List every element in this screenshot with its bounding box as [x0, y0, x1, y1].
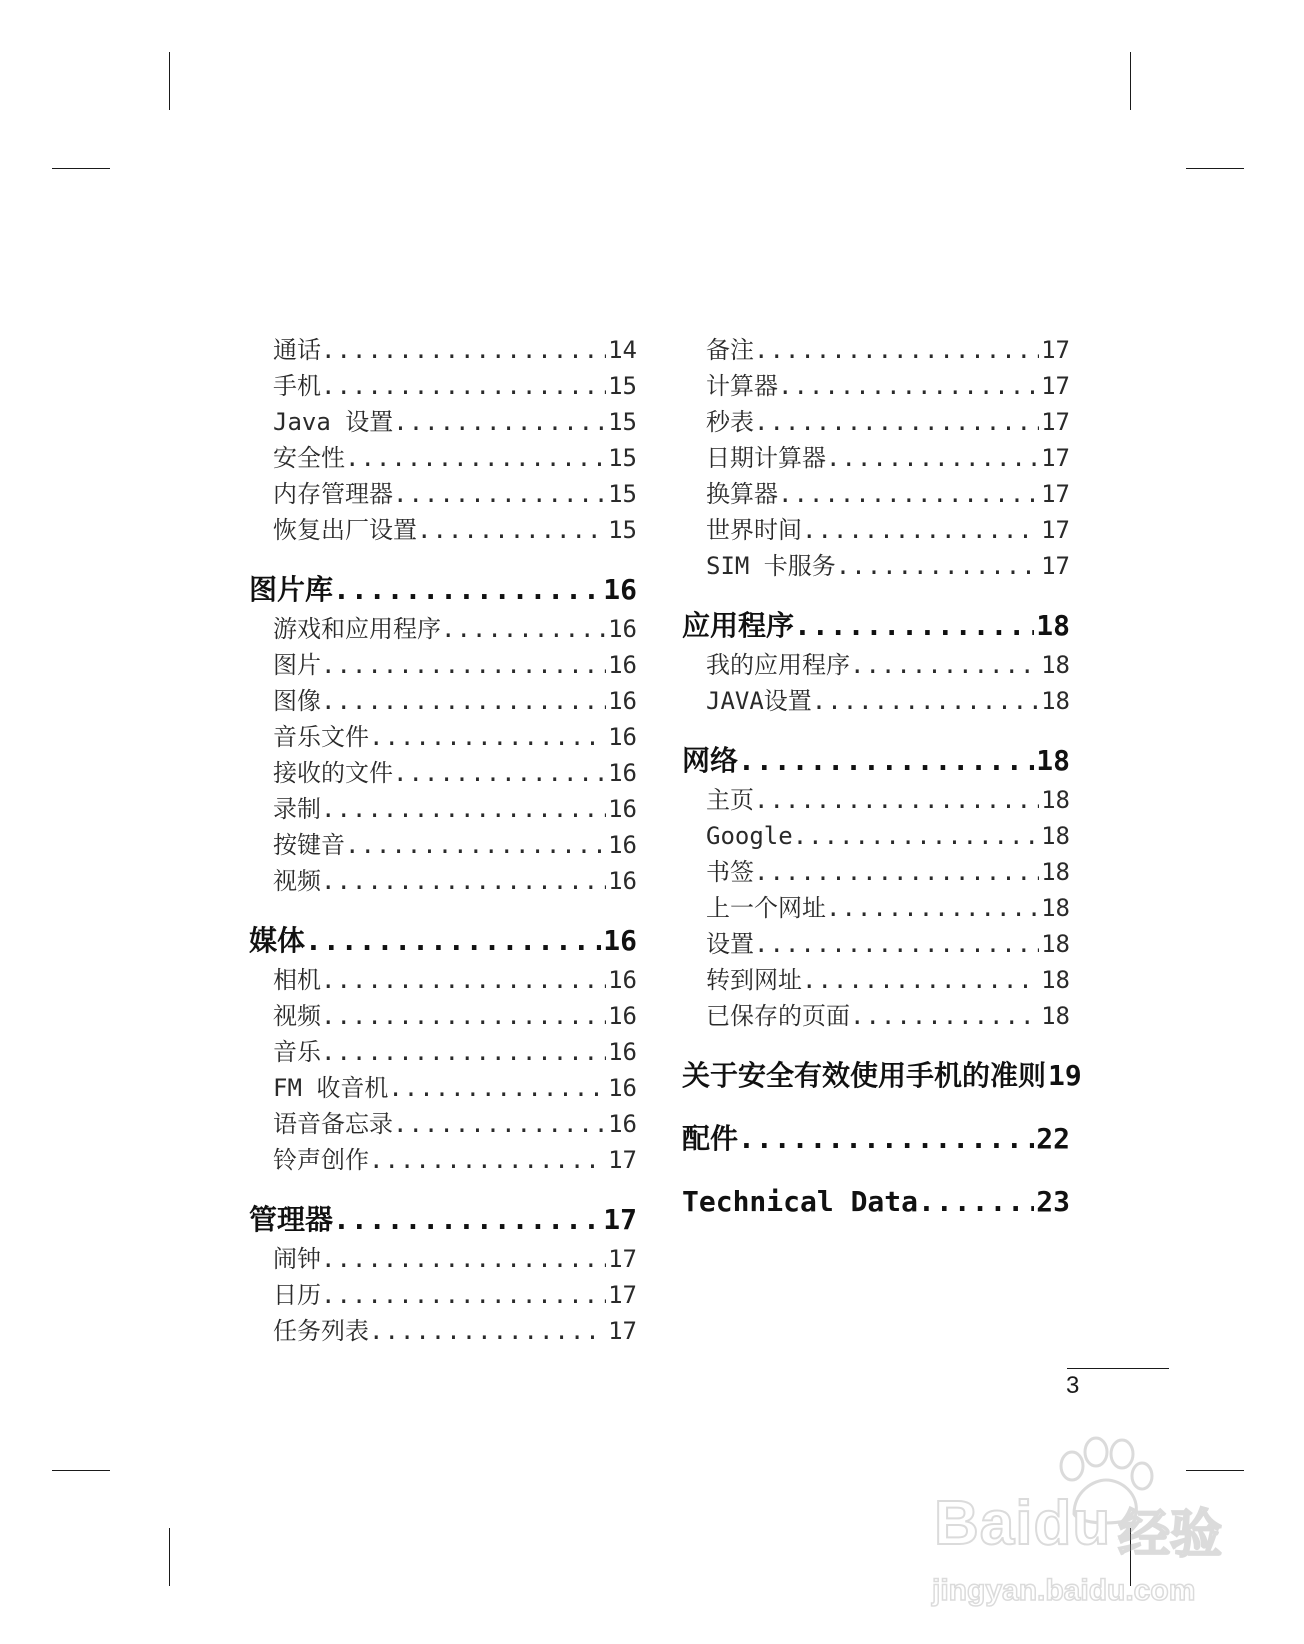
- toc-dot-leader: [305, 920, 601, 962]
- toc-entry-label: 日期计算器: [706, 444, 826, 472]
- toc-dot-leader: [321, 962, 606, 998]
- toc-dot-leader: [836, 548, 1039, 584]
- toc-entry-label: 备注: [706, 336, 754, 364]
- toc-entry-label: 秒表: [706, 408, 754, 436]
- toc-entry-label: 应用程序: [682, 609, 795, 642]
- toc-section-gap: [682, 1034, 1070, 1055]
- toc-entry-page: 17: [1041, 480, 1070, 508]
- toc-entry-label: Java 设置: [273, 408, 394, 436]
- toc-entry-label: 转到网址: [706, 966, 802, 994]
- toc-entry-page: 15: [608, 516, 637, 544]
- toc-entry-label: 设置: [706, 930, 754, 958]
- watermark-url: jingyan.baidu.com: [932, 1574, 1196, 1607]
- toc-dot-leader: [321, 1277, 606, 1313]
- toc-entry-page: 18: [1041, 858, 1070, 886]
- toc-section-gap: [249, 548, 637, 569]
- crop-mark-top-left-horizontal: [52, 168, 110, 169]
- toc-dot-leader: [321, 863, 606, 899]
- toc-chapter-entry: [682, 1181, 1070, 1223]
- toc-subentry: [682, 782, 1070, 818]
- toc-subentry: [682, 854, 1070, 890]
- crop-mark-top-left-vertical: [169, 52, 170, 110]
- toc-dot-leader: [802, 512, 1039, 548]
- toc-entry-page: 18: [1041, 822, 1070, 850]
- toc-entry-page: 19: [1048, 1059, 1082, 1092]
- toc-entry-page: 15: [608, 444, 637, 472]
- toc-entry-page: 16: [608, 723, 637, 751]
- toc-subentry: [249, 683, 637, 719]
- toc-entry-label: 世界时间: [706, 516, 802, 544]
- toc-subentry: [249, 863, 637, 899]
- toc-dot-leader: [826, 440, 1039, 476]
- toc-subentry: [682, 683, 1070, 719]
- toc-entry-page: 16: [603, 573, 637, 606]
- toc-entry-page: 17: [1041, 516, 1070, 544]
- toc-section-gap: [682, 1160, 1070, 1181]
- toc-subentry: [249, 611, 637, 647]
- toc-entry-page: 16: [608, 651, 637, 679]
- toc-dot-leader: [393, 1106, 606, 1142]
- toc-entry-page: 17: [603, 1203, 637, 1236]
- toc-entry-label: 按键音: [273, 831, 345, 859]
- toc-entry-label: 计算器: [706, 372, 778, 400]
- toc-subentry: [682, 548, 1070, 584]
- toc-dot-leader: [321, 791, 606, 827]
- toc-dot-leader: [321, 368, 606, 404]
- toc-entry-label: 游戏和应用程序: [273, 615, 441, 643]
- toc-entry-page: 16: [603, 924, 637, 957]
- toc-section-gap: [682, 584, 1070, 605]
- toc-subentry: [249, 1241, 637, 1277]
- toc-chapter-entry: [682, 740, 1070, 782]
- toc-entry-page: 16: [608, 1002, 637, 1030]
- crop-mark-top-right-horizontal: [1186, 168, 1244, 169]
- toc-dot-leader: [738, 740, 1034, 782]
- toc-subentry: [249, 1313, 637, 1349]
- toc-entry-page: 17: [608, 1146, 637, 1174]
- toc-entry-page: 16: [608, 867, 637, 895]
- toc-subentry: [249, 998, 637, 1034]
- toc-entry-label: 任务列表: [273, 1317, 369, 1345]
- toc-subentry: [682, 962, 1070, 998]
- toc-dot-leader: [754, 926, 1039, 962]
- toc-entry-label: 手机: [273, 372, 321, 400]
- toc-chapter-entry: [682, 1118, 1070, 1160]
- toc-section-gap: [682, 719, 1070, 740]
- toc-entry-label: 安全性: [273, 444, 345, 472]
- toc-subentry: [249, 1142, 637, 1178]
- toc-subentry: [249, 827, 637, 863]
- toc-entry-label: JAVA设置: [706, 687, 812, 715]
- toc-dot-leader: [794, 605, 1034, 647]
- toc-dot-leader: [754, 782, 1039, 818]
- toc-entry-label: 换算器: [706, 480, 778, 508]
- toc-entry-page: 17: [608, 1317, 637, 1345]
- toc-entry-page: 18: [1041, 651, 1070, 679]
- toc-dot-leader: [417, 512, 606, 548]
- toc-entry-page: 17: [1041, 336, 1070, 364]
- page-number: 3: [1066, 1372, 1080, 1399]
- toc-entry-page: 22: [1036, 1122, 1070, 1155]
- toc-entry-label: 媒体: [249, 924, 306, 957]
- toc-entry-label: 铃声创作: [273, 1146, 369, 1174]
- toc-entry-page: 17: [608, 1245, 637, 1273]
- toc-entry-label: 音乐: [273, 1038, 321, 1066]
- toc-entry-label: Google: [706, 822, 793, 850]
- toc-dot-leader: [826, 890, 1039, 926]
- toc-subentry: [249, 512, 637, 548]
- toc-entry-label: 视频: [273, 867, 321, 895]
- toc-entry-label: 内存管理器: [273, 480, 393, 508]
- toc-entry-label: 音乐文件: [273, 723, 369, 751]
- toc-subentry: [249, 476, 637, 512]
- toc-dot-leader: [369, 1142, 606, 1178]
- toc-entry-page: 18: [1041, 894, 1070, 922]
- toc-entry-label: 我的应用程序: [706, 651, 850, 679]
- toc-subentry: [249, 1034, 637, 1070]
- toc-entry-label: FM 收音机: [273, 1074, 389, 1102]
- toc-subentry: [682, 890, 1070, 926]
- toc-entry-page: 17: [1041, 372, 1070, 400]
- toc-entry-page: 15: [608, 480, 637, 508]
- toc-subentry: [682, 998, 1070, 1034]
- toc-entry-label: 已保存的页面: [706, 1002, 850, 1030]
- crop-mark-bottom-left-horizontal: [52, 1470, 110, 1471]
- toc-entry-page: 14: [608, 336, 637, 364]
- toc-subentry: [682, 368, 1070, 404]
- toc-chapter-entry: [682, 605, 1070, 647]
- toc-entry-page: 16: [608, 1074, 637, 1102]
- toc-chapter-entry: [249, 1199, 637, 1241]
- toc-dot-leader: [333, 1199, 601, 1241]
- toc-entry-page: 16: [608, 1110, 637, 1138]
- toc-chapter-entry: [249, 920, 637, 962]
- toc-dot-leader: [369, 1313, 606, 1349]
- toc-entry-page: 17: [1041, 408, 1070, 436]
- toc-entry-page: 16: [608, 687, 637, 715]
- toc-entry-page: 16: [608, 1038, 637, 1066]
- toc-entry-label: 管理器: [249, 1203, 334, 1236]
- toc-entry-page: 16: [608, 759, 637, 787]
- toc-entry-label: 上一个网址: [706, 894, 826, 922]
- toc-dot-leader: [321, 998, 606, 1034]
- toc-entry-label: 网络: [682, 744, 739, 777]
- toc-dot-leader: [812, 683, 1039, 719]
- crop-mark-bottom-left-vertical: [169, 1528, 170, 1586]
- toc-section-gap: [682, 1097, 1070, 1118]
- baidu-watermark: [924, 1436, 1254, 1626]
- toc-subentry: [249, 755, 637, 791]
- toc-subentry: [249, 791, 637, 827]
- toc-entry-page: 15: [608, 372, 637, 400]
- toc-subentry: [682, 440, 1070, 476]
- toc-entry-label: 图片库: [249, 573, 334, 606]
- toc-entry-page: 18: [1041, 966, 1070, 994]
- toc-subentry: [682, 476, 1070, 512]
- toc-entry-page: 18: [1036, 744, 1070, 777]
- toc-subentry: [682, 332, 1070, 368]
- crop-mark-top-right-vertical: [1130, 52, 1131, 110]
- toc-dot-leader: [778, 476, 1039, 512]
- watermark-brand: Baidu: [934, 1489, 1112, 1558]
- toc-entry-label: 配件: [682, 1122, 739, 1155]
- toc-dot-leader: [393, 404, 606, 440]
- toc-dot-leader: [393, 755, 606, 791]
- page-number-rule: [1067, 1368, 1169, 1369]
- toc-subentry: [249, 1277, 637, 1313]
- toc-entry-page: 18: [1041, 1002, 1070, 1030]
- toc-entry-label: SIM 卡服务: [706, 552, 836, 580]
- toc-subentry: [249, 719, 637, 755]
- toc-entry-label: 图片: [273, 651, 321, 679]
- toc-entry-page: 16: [608, 831, 637, 859]
- toc-entry-label: 关于安全有效使用手机的准则: [682, 1059, 1047, 1092]
- toc-entry-label: 图像: [273, 687, 321, 715]
- toc-entry-label: 通话: [273, 336, 321, 364]
- toc-dot-leader: [793, 818, 1039, 854]
- toc-dot-leader: [754, 404, 1039, 440]
- toc-subentry: [249, 332, 637, 368]
- toc-entry-page: 16: [608, 966, 637, 994]
- toc-dot-leader: [393, 476, 606, 512]
- toc-dot-leader: [345, 827, 606, 863]
- toc-entry-page: 18: [1041, 687, 1070, 715]
- toc-dot-leader: [321, 1241, 606, 1277]
- toc-entry-label: Technical Data: [682, 1185, 919, 1218]
- toc-entry-page: 16: [608, 615, 637, 643]
- toc-subentry: [249, 368, 637, 404]
- toc-entry-page: 15: [608, 408, 637, 436]
- toc-section-gap: [249, 1178, 637, 1199]
- toc-dot-leader: [441, 611, 606, 647]
- toc-entry-page: 16: [608, 795, 637, 823]
- toc-subentry: [249, 440, 637, 476]
- toc-dot-leader: [754, 332, 1039, 368]
- toc-entry-page: 17: [1041, 552, 1070, 580]
- toc-entry-page: 18: [1041, 930, 1070, 958]
- toc-subentry: [682, 818, 1070, 854]
- toc-entry-label: 录制: [273, 795, 321, 823]
- toc-subentry: [249, 1070, 637, 1106]
- toc-entry-page: 17: [608, 1281, 637, 1309]
- toc-subentry: [249, 1106, 637, 1142]
- toc-right-column: [682, 332, 1082, 1223]
- toc-left-column: [249, 332, 637, 1349]
- toc-entry-label: 闹钟: [273, 1245, 321, 1273]
- toc-dot-leader: [345, 440, 606, 476]
- toc-dot-leader: [333, 569, 601, 611]
- watermark-brand-cn: 经验: [1118, 1505, 1223, 1565]
- toc-subentry: [249, 962, 637, 998]
- toc-entry-page: 23: [1036, 1185, 1070, 1218]
- toc-entry-label: 语音备忘录: [273, 1110, 393, 1138]
- toc-dot-leader: [754, 854, 1039, 890]
- toc-dot-leader: [778, 368, 1039, 404]
- toc-dot-leader: [738, 1118, 1034, 1160]
- toc-entry-label: 日历: [273, 1281, 321, 1309]
- toc-entry-label: 主页: [706, 786, 754, 814]
- toc-section-gap: [249, 899, 637, 920]
- toc-dot-leader: [850, 647, 1039, 683]
- toc-subentry: [682, 512, 1070, 548]
- toc-entry-label: 视频: [273, 1002, 321, 1030]
- toc-subentry: [249, 647, 637, 683]
- toc-dot-leader: [321, 1034, 606, 1070]
- toc-subentry: [682, 926, 1070, 962]
- toc-dot-leader: [802, 962, 1039, 998]
- toc-subentry: [249, 404, 637, 440]
- toc-entry-label: 接收的文件: [273, 759, 393, 787]
- toc-entry-page: 17: [1041, 444, 1070, 472]
- toc-dot-leader: [918, 1181, 1034, 1223]
- toc-dot-leader: [388, 1070, 606, 1106]
- toc-subentry: [682, 647, 1070, 683]
- toc-entry-page: 18: [1036, 609, 1070, 642]
- toc-subentry: [682, 404, 1070, 440]
- toc-chapter-entry: [682, 1055, 1082, 1097]
- toc-entry-page: 18: [1041, 786, 1070, 814]
- toc-entry-label: 恢复出厂设置: [273, 516, 417, 544]
- toc-entry-label: 相机: [273, 966, 321, 994]
- toc-dot-leader: [321, 683, 606, 719]
- toc-dot-leader: [850, 998, 1039, 1034]
- toc-dot-leader: [321, 332, 606, 368]
- toc-entry-label: 书签: [706, 858, 754, 886]
- toc-chapter-entry: [249, 569, 637, 611]
- toc-dot-leader: [321, 647, 606, 683]
- toc-dot-leader: [369, 719, 606, 755]
